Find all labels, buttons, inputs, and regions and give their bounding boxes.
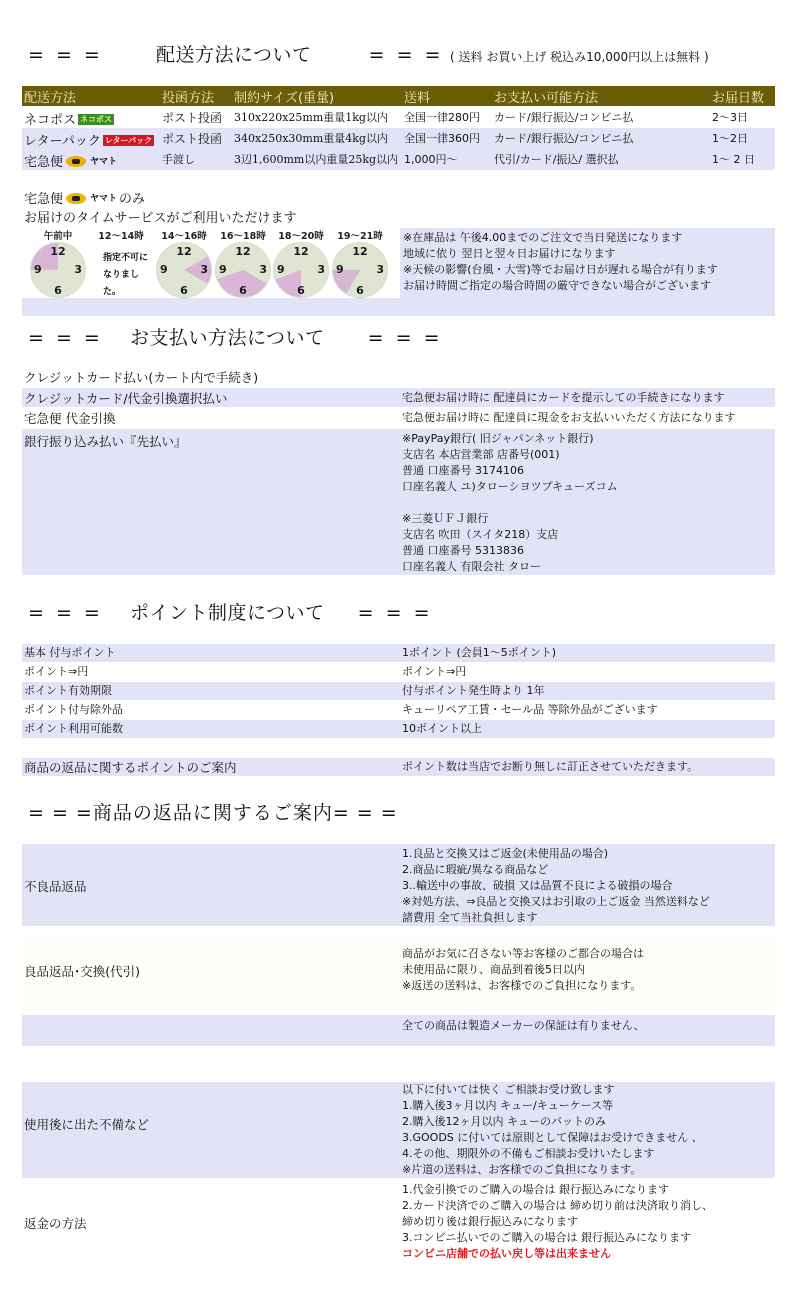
payment-row-credit: クレジットカード払い(カート内で手続き) xyxy=(24,370,259,385)
payment-row-credit-cod: クレジットカード/代金引換選択払い 宅急便お届け時に 配達員にカードを提示しての手続きになります xyxy=(22,388,775,407)
points-row: ポイント付与除外品 キューリペア工賃・セール品 等除外品がございます xyxy=(24,703,658,716)
return-points-row: 商品の返品に関するポイントのご案内 ポイント数は当店でお断り無しに訂正させていただきます。 xyxy=(22,758,775,776)
points-row: ポイント⇒円 ポイント⇒円 xyxy=(24,665,467,678)
shipping-row-takkyubin: 宅急便 ヤマト 手渡し 3辺1,600mm以内重量25kg以内 1,000円〜 代引/カード/振込/ 選択払 1〜 2 日 xyxy=(22,149,775,170)
clock-face-icon: 12 3 6 9 xyxy=(30,242,86,298)
col-method: 配送方法 xyxy=(24,91,77,106)
clock-14-16: 14〜16時 12 3 6 9 xyxy=(156,228,212,298)
clock-18-20: 18〜20時 12 3 6 9 xyxy=(273,228,329,298)
clock-face-icon: 12 3 6 9 xyxy=(273,242,329,298)
yamato-logo-icon: ヤマト xyxy=(90,157,118,167)
nekopos-logo-icon: ネコポス xyxy=(80,115,113,124)
returns-row-defective: 不良品返品 1.良品と交換又はご返金(未使用品の場合) 2.商品に瑕疵/異なる商品など 3..輸送中の事故、破損 又は品質不良による破損の場合 ※対処方法、⇒良品と交換又はお引取の上ご返金 当然送料など 諸費用 全て当社負担します xyxy=(22,844,775,926)
delivery-notes: ※在庫品は 午後4.00までのご注文で当日発送になります 地域に依り 翌日と翌々日お届けになります ※天候の影響(台風・大雪)等でお届け日が遅れる場合が有ります お届け時間ご指定の場合時間の厳守できない場合がございます xyxy=(403,231,718,292)
points-row: ポイント利用可能数 10ポイント以上 xyxy=(22,720,775,738)
returns-section-title: = = =商品の返品に関するご案内= = = xyxy=(28,802,398,824)
returns-row-after-use: 使用後に出た不備など 以下に付いては快く ご相談お受け致します 1.購入後3ヶ月以内 キュー/キューケース等 2.購入後12ヶ月以内 キューのバットのみ 3.GOODS に付いては原則として保障はお受けできません 、 4.その他、期限外の不備もご相談お受けいたします ※片道の送料は、お客様でのご負担になります。 xyxy=(22,1082,775,1178)
letterpack-logo-icon: レターパック xyxy=(104,136,153,145)
yamato-cat-icon xyxy=(66,193,86,204)
col-payment: お支払い可能方法 xyxy=(494,91,599,106)
clock-12-14-unavailable: 12〜14時 指定不可に なりました。 xyxy=(98,231,149,297)
clock-morning: 午前中 12 3 6 9 xyxy=(30,228,86,298)
payment-section-title: = = = お支払い方法について = = = xyxy=(28,327,443,349)
shipping-row-letterpack: レターパック レターパック ポスト投函 340x250x30mm重量4kg以内 全国一律360円 カード/銀行振込/コンビニ払 1〜2日 xyxy=(22,128,775,149)
convenience-store-warning: コンビニ店舗での払い戻し等は出来ません xyxy=(402,1247,611,1260)
clock-face-icon: 12 3 6 9 xyxy=(332,242,388,298)
col-size: 制約サイズ(重量) xyxy=(234,91,335,106)
free-shipping-note: ( 送料 お買い上げ 税込み10,000円以上は無料 ) xyxy=(450,50,709,64)
bank-account-details: ※PayPay銀行( 旧ジャパンネット銀行) 支店名 本店営業部 店番号(001) 普通 口座番号 3174106 口座名義人 ユ)タローシヨツプキューズコム ※三菱ＵＦＪ銀行 支店名 吹田（スイタ218）支店 普通 口座番号 5313836 口座名義人 有限会社 タロー xyxy=(402,432,618,573)
returns-row-warranty: 全ての商品は製造メーカーの保証は有りません、 xyxy=(22,1015,775,1046)
shipping-section-title: = = = 配送方法について = = = ( 送料 お買い上げ 税込み10,000円以上は無料 ) xyxy=(28,44,709,66)
shipping-row-nekopos: ネコポス ネコポス ポスト投函 310x220x25mm重量1kg以内 全国一律280円 カード/銀行振込/コンビニ払 2〜3日 xyxy=(24,111,748,128)
clock-face-icon: 12 3 6 9 xyxy=(215,242,271,298)
shipping-table-header xyxy=(22,86,775,106)
returns-row-good-product: 良品返品･交換(代引) 商品がお気に召さない等お客様のご都合の場合は 未使用品に限り、商品到着後5日以内 ※返送の送料は、お客様でのご負担になります。 xyxy=(22,940,775,1010)
col-fee: 送料 xyxy=(404,91,431,106)
time-service-line2: お届けのタイムサービスがご利用いただけます xyxy=(24,211,297,226)
yamato-cat-icon xyxy=(66,156,86,167)
col-post: 投函方法 xyxy=(162,91,215,106)
points-row: ポイント有効期限 付与ポイント発生時より 1年 xyxy=(22,682,775,700)
time-service-line1: 宅急便 ヤマト のみ xyxy=(24,192,146,207)
clock-face-icon: 12 3 6 9 xyxy=(156,242,212,298)
payment-row-cod: 宅急便 代金引換 宅急便お届け時に 配達員に現金をお支払いいただく方法になります xyxy=(24,411,736,426)
points-row: 基本 付与ポイント 1ポイント (会員1〜5ポイント) xyxy=(22,644,775,662)
clock-16-18: 16〜18時 12 3 6 9 xyxy=(215,228,271,298)
shipping-title-text: 配送方法について xyxy=(155,44,312,66)
returns-row-refund-method: 返金の方法 1.代金引換でのご購入の場合は 銀行振込みになります 2.カード決済でのご購入の場合は 締め切り前は決済取り消し、 締め切り後は銀行振込みになります 3.コンビニ払いでのご購入の場合は 銀行振込みになります コンビニ店舗での払い戻し等は出来ません xyxy=(24,1183,713,1260)
payment-row-bank-transfer: 銀行振り込み払い『先払い』 ※PayPay銀行( 旧ジャパンネット銀行) 支店名 本店営業部 店番号(001) 普通 口座番号 3174106 口座名義人 ユ)タローシヨツプキューズコム ※三菱ＵＦＪ銀行 支店名 吹田（スイタ218）支店 普通 口座番号 5313836 口座名義人 有限会社 タロー xyxy=(22,429,775,575)
col-days: お届日数 xyxy=(712,91,765,106)
clock-19-21: 19〜21時 12 3 6 9 xyxy=(332,228,388,298)
points-section-title: = = = ポイント制度について = = = xyxy=(28,602,433,624)
